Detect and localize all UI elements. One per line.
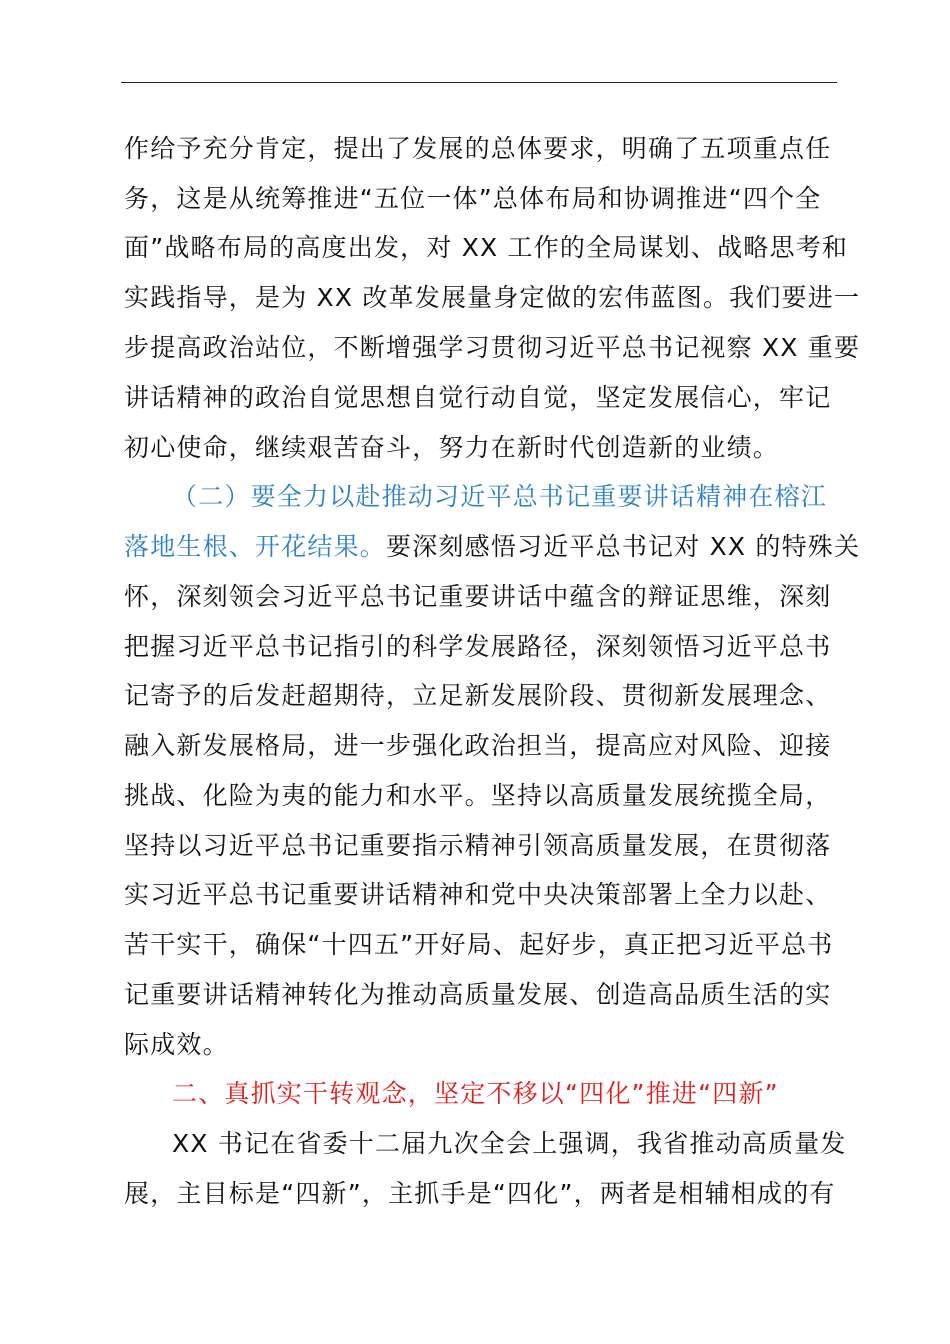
paragraph-line: 面”战略布局的高度出发，对 XX 工作的全局谋划、战略思考和 [124, 233, 849, 262]
paragraph-line: 初心使命，继续艰苦奋斗，努力在新时代创造新的业绩。 [124, 433, 780, 462]
section-heading-2: （二）要全力以赴推动习近平总书记重要讲话精神在榕江 [172, 482, 828, 511]
paragraph-line: XX 书记在省委十二届九次全会上强调，我省推动高质量发 [172, 1129, 847, 1158]
paragraph-line: 坚持以习近平总书记重要指示精神引领高质量发展，在贯彻落 [124, 831, 832, 860]
paragraph-line: 把握习近平总书记指引的科学发展路径，深刻领悟习近平总书 [124, 632, 832, 661]
paragraph-line: 讲话精神的政治自觉思想自觉行动自觉，坚定发展信心，牢记 [124, 383, 832, 412]
paragraph-line: 展，主目标是“四新”，主抓手是“四化”，两者是相辅相成的有 [124, 1179, 836, 1208]
paragraph-line: 作给予充分肯定，提出了发展的总体要求，明确了五项重点任 [124, 134, 832, 163]
header-rule [121, 82, 837, 83]
chapter-heading: 二、真抓实干转观念，坚定不移以“四化”推进“四新” [172, 1079, 779, 1108]
paragraph-line: 记寄予的后发赶超期待，立足新发展阶段、贯彻新发展理念、 [124, 681, 832, 710]
paragraph-line: 苦干实干，确保“十四五”开好局、起好步，真正把习近平总书 [124, 930, 834, 959]
paragraph-line: 实践指导，是为 XX 改革发展量身定做的宏伟蓝图。我们要进一 [124, 283, 861, 312]
paragraph-line: 怀，深刻领会习近平总书记重要讲话中蕴含的辩证思维，深刻 [124, 582, 832, 611]
section-heading-2-end: 落地生根、开花结果。 [124, 532, 387, 561]
paragraph-line: 融入新发展格局，进一步强化政治担当，提高应对风险、迎接 [124, 731, 832, 760]
paragraph-line: 挑战、化险为夷的能力和水平。坚持以高质量发展统揽全局， [124, 781, 832, 810]
paragraph-text: 要深刻感悟习近平总书记对 XX 的特殊关 [386, 532, 861, 561]
paragraph-line: 步提高政治站位，不断增强学习贯彻习近平总书记视察 XX 重要 [124, 333, 861, 362]
paragraph-line [124, 532, 861, 562]
paragraph-line: 际成效。 [124, 1030, 229, 1059]
paragraph-line: 务，这是从统筹推进“五位一体”总体布局和协调推进“四个全 [124, 184, 822, 213]
paragraph-line: 记重要讲话精神转化为推动高质量发展、创造高品质生活的实 [124, 980, 832, 1009]
paragraph-line: 实习近平总书记重要讲话精神和党中央决策部署上全力以赴、 [124, 880, 832, 909]
